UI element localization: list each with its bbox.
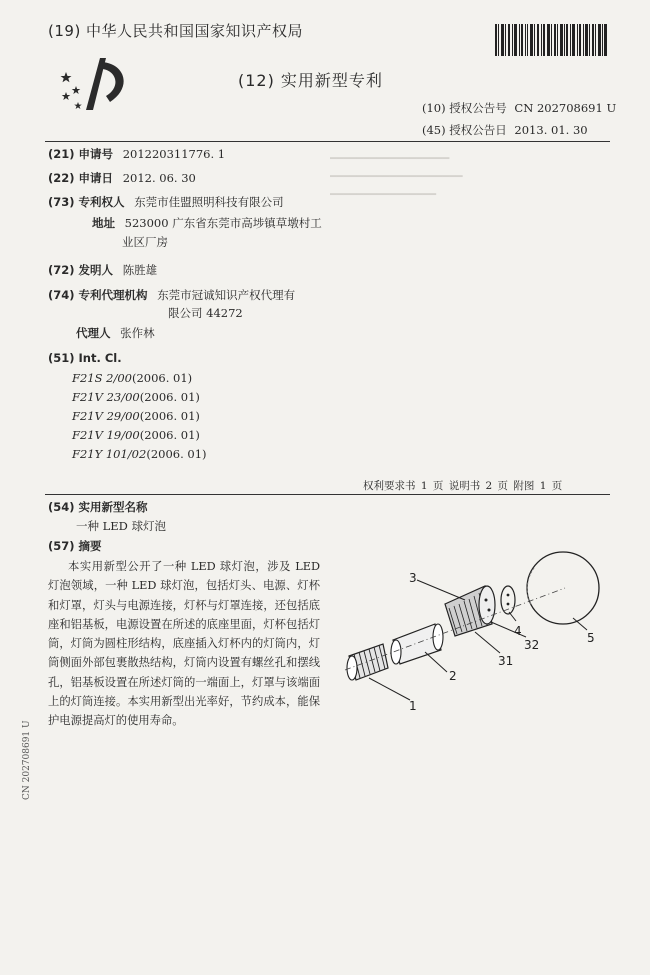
publication-date-value: 2013. 01. 30 bbox=[514, 123, 588, 137]
filing-date-value: 2012. 06. 30 bbox=[122, 171, 196, 185]
utility-model-title: 一种 LED 球灯泡 bbox=[76, 519, 167, 533]
exploded-view-drawing bbox=[325, 540, 615, 725]
label-1: 1 bbox=[409, 699, 417, 713]
ipc-code: F21V 29/00 bbox=[72, 409, 140, 423]
ipc-code: F21Y 101/02 bbox=[72, 447, 147, 461]
ipc-year: (2006. 01) bbox=[139, 390, 200, 404]
application-number-label: (21) 申请号 bbox=[48, 147, 114, 161]
side-publication-number: CN 202708691 U bbox=[22, 720, 32, 800]
inventor-label: (72) 发明人 bbox=[48, 263, 114, 277]
inventor-value: 陈胜雄 bbox=[122, 263, 158, 277]
address-line-1: 523000 广东省东莞市高埗镇草墩村工 bbox=[124, 216, 322, 230]
ipc-year: (2006. 01) bbox=[139, 428, 200, 442]
application-number bbox=[48, 146, 225, 163]
agency-line-2: 限公司 44272 bbox=[168, 306, 243, 320]
publication-date bbox=[422, 122, 588, 138]
label-32: 32 bbox=[524, 638, 540, 652]
inventor bbox=[48, 262, 157, 279]
barcode bbox=[495, 24, 607, 56]
agent-value: 张作林 bbox=[120, 326, 155, 340]
agency-line-1: 东莞市冠诚知识产权代理有 bbox=[157, 288, 296, 302]
ipc-entry bbox=[72, 408, 200, 425]
label-31: 31 bbox=[498, 654, 514, 668]
ipc-label: (51) Int. Cl. bbox=[48, 351, 122, 365]
application-number-value: 201220311776. 1 bbox=[122, 147, 226, 161]
patentee-label: (73) 专利权人 bbox=[48, 195, 125, 209]
label-5: 5 bbox=[587, 631, 595, 645]
ipc-entry bbox=[72, 446, 207, 463]
ipc-code: F21S 2/00 bbox=[72, 371, 132, 385]
document-type: (12) 实用新型专利 bbox=[238, 71, 383, 90]
ipc-entry bbox=[72, 389, 200, 406]
bleed-through-line: ━━━━━━━━━━━━━━━━━━━━ bbox=[330, 170, 463, 183]
office-name: (19) 中华人民共和国国家知识产权局 bbox=[48, 22, 304, 40]
patent-agency bbox=[48, 287, 295, 304]
page-counts: 权利要求书 1 页 说明书 2 页 附图 1 页 bbox=[363, 480, 563, 492]
ipc-entry bbox=[72, 427, 200, 444]
ipc-heading bbox=[48, 350, 122, 367]
abstract-text: 本实用新型公开了一种 LED 球灯泡，涉及 LED 灯泡领域，一种 LED 球灯泡，包括灯头、电源、灯杯和灯罩，灯头与电源连接，灯杯与灯罩连接，还包括底座和铝基板，电源设置在所述的底座里面，灯杯包括灯筒，灯筒为圆柱形结构，底座插入灯杯内的灯筒内，灯筒侧面外部包裹散热结构，灯筒内设置有螺丝孔和摆线孔，铝基板设置在所述灯筒的一端面上，灯罩与该端面上的灯筒连接。本实用新型出光率好，节约成本，能保护电源提高灯的使用寿命。 bbox=[48, 560, 320, 728]
ipc-code: F21V 23/00 bbox=[72, 390, 140, 404]
base-power-housing bbox=[391, 624, 443, 664]
label-2: 2 bbox=[449, 669, 457, 683]
abstract-heading bbox=[48, 538, 102, 555]
publication-date-label: (45) 授权公告日 bbox=[422, 123, 507, 137]
patentee bbox=[48, 194, 284, 211]
title-label: (54) 实用新型名称 bbox=[48, 500, 148, 514]
label-4: 4 bbox=[514, 624, 522, 638]
utility-model-title-heading bbox=[48, 499, 148, 516]
label-3: 3 bbox=[409, 571, 417, 585]
bleed-through-line: ━━━━━━━━━━━━━━━━━━ bbox=[330, 152, 450, 165]
lamp-cup-heatsink bbox=[445, 586, 495, 636]
aluminium-board bbox=[501, 586, 515, 614]
bleed-through-area bbox=[330, 150, 610, 430]
filing-date bbox=[48, 170, 196, 187]
ipc-year: (2006. 01) bbox=[131, 371, 193, 385]
address bbox=[92, 215, 322, 232]
ipc-year: (2006. 01) bbox=[146, 447, 207, 461]
header-divider bbox=[45, 141, 610, 142]
ipc-code: F21V 19/00 bbox=[72, 428, 140, 442]
abstract-label: (57) 摘要 bbox=[48, 539, 102, 553]
publication-number-value: CN 202708691 U bbox=[514, 101, 617, 115]
ipc-year: (2006. 01) bbox=[139, 409, 200, 423]
publication-number bbox=[422, 100, 616, 116]
section-divider bbox=[45, 494, 610, 495]
publication-number-label: (10) 授权公告号 bbox=[422, 101, 507, 115]
address-label: 地址 bbox=[92, 216, 115, 230]
agent-label: 代理人 bbox=[76, 326, 111, 340]
cnipa-logo bbox=[60, 52, 134, 112]
ipc-entry bbox=[72, 370, 192, 387]
lamp-cap-screw bbox=[347, 644, 388, 680]
agency-label: (74) 专利代理机构 bbox=[48, 288, 148, 302]
lamp-shade-globe bbox=[527, 552, 599, 624]
patentee-value: 东莞市佳盟照明科技有限公司 bbox=[134, 195, 284, 209]
address-line-2: 业区厂房 bbox=[122, 235, 168, 249]
filing-date-label: (22) 申请日 bbox=[48, 171, 114, 185]
bleed-through-line: ━━━━━━━━━━━━━━━━ bbox=[330, 188, 436, 201]
patent-agent bbox=[76, 325, 155, 342]
